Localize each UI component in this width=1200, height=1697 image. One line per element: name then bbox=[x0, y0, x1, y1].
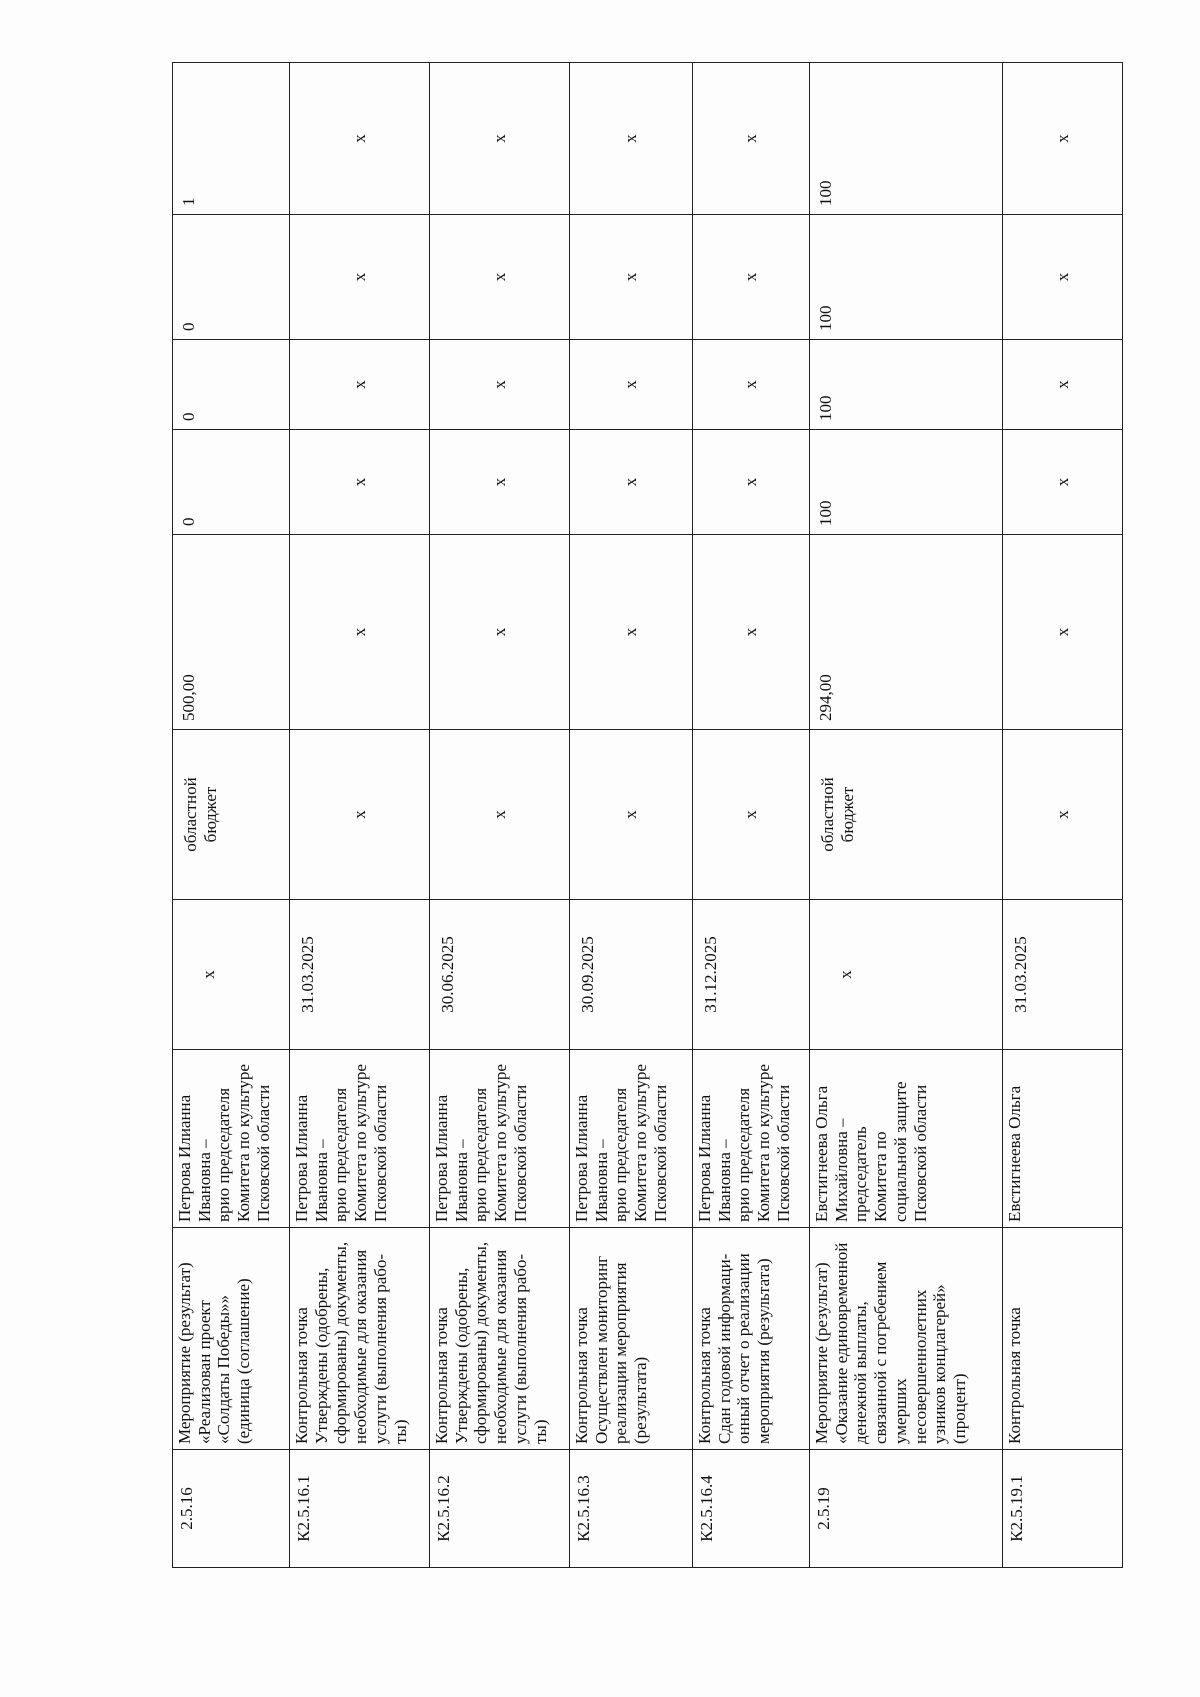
name-line: связанной с погребением bbox=[871, 1261, 891, 1444]
responsible-cell bbox=[430, 1050, 570, 1228]
cell-value: К2.5.19.1 bbox=[1007, 1475, 1026, 1542]
amount-cell bbox=[290, 535, 430, 730]
responsible-line: Комитета по культуре bbox=[491, 1064, 511, 1222]
cell-value: x bbox=[741, 272, 761, 282]
cell-value: x bbox=[741, 380, 761, 389]
funding-source-cell bbox=[1003, 730, 1123, 900]
cell-value: x bbox=[836, 970, 855, 979]
funding-source-line: бюджет bbox=[837, 786, 857, 843]
cell-value: x bbox=[489, 134, 509, 143]
name-line: Мероприятие (результат) bbox=[175, 1262, 194, 1444]
responsible-line: Ивановна – bbox=[591, 1139, 611, 1222]
cell-value: 2.5.19 bbox=[814, 1487, 833, 1530]
name-cell bbox=[173, 1228, 290, 1450]
responsible-line: Петрова Илианна bbox=[572, 1094, 591, 1222]
indicator-value-cell bbox=[290, 430, 430, 535]
indicator-value-cell bbox=[430, 63, 570, 215]
funding-source-line: x bbox=[1052, 810, 1072, 819]
cell-value: 0 bbox=[179, 322, 198, 331]
indicator-value-cell bbox=[430, 430, 570, 535]
responsible-line: Ивановна – bbox=[311, 1139, 331, 1222]
cell-value: x bbox=[1052, 272, 1072, 282]
cell-value: 31.12.2025 bbox=[701, 936, 720, 1013]
amount-cell bbox=[173, 535, 290, 730]
name-line: Контрольная точка bbox=[292, 1307, 311, 1444]
name-line: Мероприятие (результат) bbox=[812, 1262, 831, 1444]
row-number-cell bbox=[570, 1450, 693, 1568]
responsible-cell bbox=[810, 1050, 1003, 1228]
name-line: умерших bbox=[890, 1378, 910, 1444]
cell-value: 31.03.2025 bbox=[298, 936, 317, 1013]
plan-table bbox=[172, 62, 1123, 1568]
cell-value: x bbox=[1052, 380, 1072, 389]
cell-value: x bbox=[349, 134, 369, 143]
responsible-line: Петрова Илианна bbox=[695, 1094, 714, 1222]
responsible-line: Псковской области bbox=[650, 1084, 670, 1222]
indicator-value-cell bbox=[693, 63, 810, 215]
cell-value: x bbox=[621, 477, 641, 487]
cell-value: 2.5.16 bbox=[177, 1487, 196, 1530]
name-line: мероприятия (результата) bbox=[754, 1258, 774, 1444]
responsible-line: Петрова Илианна bbox=[432, 1094, 451, 1222]
responsible-line: врио председателя bbox=[611, 1087, 631, 1222]
indicator-value-cell bbox=[570, 215, 693, 340]
responsible-line: Псковской области bbox=[253, 1084, 273, 1222]
responsible-cell bbox=[173, 1050, 290, 1228]
date-cell bbox=[1003, 900, 1123, 1050]
cell-value: x bbox=[621, 627, 641, 637]
funding-source-cell bbox=[173, 730, 290, 900]
row-number-cell bbox=[173, 1450, 290, 1568]
responsible-line: Петрова Илианна bbox=[292, 1094, 311, 1222]
indicator-value-cell bbox=[570, 340, 693, 430]
cell-value: x bbox=[349, 380, 369, 389]
cell-value: К2.5.16.1 bbox=[294, 1475, 313, 1542]
name-cell bbox=[570, 1228, 693, 1450]
funding-source-line: x bbox=[349, 810, 369, 819]
name-line: Сдан годовой информаци- bbox=[714, 1253, 734, 1444]
responsible-line: Ивановна – bbox=[194, 1139, 214, 1222]
cell-value: 30.06.2025 bbox=[438, 936, 457, 1013]
indicator-value-cell bbox=[810, 340, 1003, 430]
responsible-line: Комитета по культуре bbox=[351, 1064, 371, 1222]
table-body bbox=[173, 63, 1123, 1568]
cell-value: x bbox=[199, 970, 218, 979]
responsible-line: врио председателя bbox=[471, 1087, 491, 1222]
indicator-value-cell bbox=[290, 340, 430, 430]
responsible-line: Евстигнеева Ольга bbox=[812, 1085, 831, 1222]
name-cell bbox=[810, 1228, 1003, 1450]
responsible-line: Ивановна – bbox=[451, 1139, 471, 1222]
indicator-value-cell bbox=[693, 430, 810, 535]
name-line: Контрольная точка bbox=[572, 1307, 591, 1444]
cell-value: 30.09.2025 bbox=[578, 936, 597, 1013]
name-line: (единица (соглашение) bbox=[234, 1278, 254, 1444]
responsible-line: Комитета по культуре bbox=[631, 1064, 651, 1222]
table-row bbox=[430, 63, 570, 1568]
cell-value: x bbox=[621, 380, 641, 389]
indicator-value-cell bbox=[430, 215, 570, 340]
table-row bbox=[1003, 63, 1123, 1568]
name-cell bbox=[430, 1228, 570, 1450]
responsible-cell bbox=[570, 1050, 693, 1228]
cell-value: К2.5.16.3 bbox=[574, 1475, 593, 1542]
name-cell bbox=[693, 1228, 810, 1450]
responsible-line: Псковской области bbox=[510, 1084, 530, 1222]
funding-source-line: x bbox=[489, 810, 509, 819]
cell-value: x bbox=[489, 380, 509, 389]
cell-value: 100 bbox=[816, 305, 835, 331]
cell-value: x bbox=[1052, 134, 1072, 143]
indicator-value-cell bbox=[1003, 63, 1123, 215]
name-line: Контрольная точка bbox=[1005, 1307, 1024, 1444]
name-line: (процент) bbox=[950, 1373, 970, 1444]
responsible-line: Комитета по культуре bbox=[234, 1064, 254, 1222]
name-line: ты) bbox=[530, 1419, 550, 1444]
name-line: необходимые для оказания bbox=[491, 1249, 511, 1444]
table-row bbox=[693, 63, 810, 1568]
responsible-cell bbox=[1003, 1050, 1123, 1228]
name-line: «Оказание единовременной bbox=[831, 1242, 851, 1444]
indicator-value-cell bbox=[290, 63, 430, 215]
cell-value: К2.5.16.4 bbox=[697, 1475, 716, 1542]
cell-value: 100 bbox=[816, 180, 835, 206]
name-line: несовершеннолетних bbox=[910, 1289, 930, 1444]
name-line: сформированы) документы, bbox=[331, 1241, 351, 1444]
date-cell bbox=[430, 900, 570, 1050]
cell-value: 31.03.2025 bbox=[1011, 936, 1030, 1013]
indicator-value-cell bbox=[173, 63, 290, 215]
funding-source-cell bbox=[570, 730, 693, 900]
funding-source-line: областной bbox=[181, 777, 200, 852]
responsible-cell bbox=[693, 1050, 810, 1228]
responsible-line: Псковской области bbox=[773, 1084, 793, 1222]
cell-value: x bbox=[1052, 477, 1072, 487]
cell-value: x bbox=[349, 477, 369, 487]
name-line: Контрольная точка bbox=[432, 1307, 451, 1444]
name-line: Осуществлен мониторинг bbox=[591, 1255, 611, 1444]
name-cell bbox=[1003, 1228, 1123, 1450]
name-line: денежной выплаты, bbox=[851, 1301, 871, 1444]
responsible-cell bbox=[290, 1050, 430, 1228]
date-cell bbox=[693, 900, 810, 1050]
funding-source-cell bbox=[810, 730, 1003, 900]
funding-source-cell bbox=[430, 730, 570, 900]
cell-value: x bbox=[349, 272, 369, 282]
cell-value: x bbox=[489, 627, 509, 637]
cell-value: x bbox=[741, 134, 761, 143]
funding-source-line: областной bbox=[818, 777, 837, 852]
table-row bbox=[290, 63, 430, 1568]
name-line: ты) bbox=[390, 1419, 410, 1444]
table-row bbox=[173, 63, 290, 1568]
responsible-line: врио председателя bbox=[734, 1087, 754, 1222]
rotated-table-container bbox=[172, 63, 1122, 1568]
row-number-cell bbox=[430, 1450, 570, 1568]
cell-value: 0 bbox=[179, 517, 198, 526]
cell-value: 294,00 bbox=[816, 674, 835, 721]
table-row bbox=[570, 63, 693, 1568]
cell-value: x bbox=[741, 477, 761, 487]
indicator-value-cell bbox=[1003, 340, 1123, 430]
cell-value: 1 bbox=[179, 197, 198, 206]
cell-value: 100 bbox=[816, 500, 835, 526]
responsible-line: Михайловна – bbox=[831, 1118, 851, 1222]
cell-value: 0 bbox=[179, 412, 198, 421]
indicator-value-cell bbox=[810, 63, 1003, 215]
name-cell bbox=[290, 1228, 430, 1450]
responsible-line: Псковской области bbox=[370, 1084, 390, 1222]
cell-value: К2.5.16.2 bbox=[434, 1475, 453, 1542]
date-cell bbox=[290, 900, 430, 1050]
date-cell bbox=[173, 900, 290, 1050]
date-cell bbox=[810, 900, 1003, 1050]
name-line: необходимые для оказания bbox=[351, 1249, 371, 1444]
name-line: Утверждены (одобрены, bbox=[311, 1267, 331, 1444]
indicator-value-cell bbox=[693, 340, 810, 430]
name-line: «Солдаты Победы»» bbox=[214, 1294, 234, 1444]
indicator-value-cell bbox=[570, 63, 693, 215]
responsible-line: Псковской области bbox=[910, 1084, 930, 1222]
name-line: узников концлагерей» bbox=[930, 1284, 950, 1444]
indicator-value-cell bbox=[693, 215, 810, 340]
indicator-value-cell bbox=[290, 215, 430, 340]
amount-cell bbox=[430, 535, 570, 730]
responsible-line: Петрова Илианна bbox=[175, 1094, 194, 1222]
name-line: «Реализован проект bbox=[194, 1300, 214, 1444]
responsible-line: врио председателя bbox=[331, 1087, 351, 1222]
row-number-cell bbox=[810, 1450, 1003, 1568]
cell-value: x bbox=[1052, 627, 1072, 637]
responsible-line: Комитета по bbox=[871, 1131, 891, 1222]
indicator-value-cell bbox=[173, 215, 290, 340]
funding-source-cell bbox=[290, 730, 430, 900]
amount-cell bbox=[810, 535, 1003, 730]
name-line: услуги (выполнения рабо- bbox=[370, 1253, 390, 1444]
cell-value: x bbox=[489, 272, 509, 282]
cell-value: x bbox=[741, 627, 761, 637]
indicator-value-cell bbox=[810, 215, 1003, 340]
table-row bbox=[810, 63, 1003, 1568]
indicator-value-cell bbox=[173, 430, 290, 535]
indicator-value-cell bbox=[1003, 430, 1123, 535]
name-line: реализации мероприятия bbox=[611, 1262, 631, 1444]
amount-cell bbox=[570, 535, 693, 730]
funding-source-line: x bbox=[621, 810, 641, 819]
name-line: сформированы) документы, bbox=[471, 1241, 491, 1444]
name-line: услуги (выполнения рабо- bbox=[510, 1253, 530, 1444]
amount-cell bbox=[693, 535, 810, 730]
cell-value: x bbox=[489, 477, 509, 487]
responsible-line: председатель bbox=[851, 1126, 871, 1222]
responsible-line: Комитета по культуре bbox=[754, 1064, 774, 1222]
indicator-value-cell bbox=[173, 340, 290, 430]
row-number-cell bbox=[1003, 1450, 1123, 1568]
cell-value: x bbox=[349, 627, 369, 637]
row-number-cell bbox=[290, 1450, 430, 1568]
responsible-line: Ивановна – bbox=[714, 1139, 734, 1222]
indicator-value-cell bbox=[810, 430, 1003, 535]
indicator-value-cell bbox=[1003, 215, 1123, 340]
name-line: Контрольная точка bbox=[695, 1307, 714, 1444]
name-line: (результата) bbox=[631, 1356, 651, 1444]
indicator-value-cell bbox=[570, 430, 693, 535]
name-line: Утверждены (одобрены, bbox=[451, 1267, 471, 1444]
cell-value: x bbox=[621, 134, 641, 143]
cell-value: x bbox=[621, 272, 641, 282]
responsible-line: Евстигнеева Ольга bbox=[1005, 1085, 1024, 1222]
date-cell bbox=[570, 900, 693, 1050]
cell-value: 100 bbox=[816, 395, 835, 421]
funding-source-line: x bbox=[741, 810, 761, 819]
amount-cell bbox=[1003, 535, 1123, 730]
funding-source-cell bbox=[693, 730, 810, 900]
responsible-line: социальной защите bbox=[890, 1081, 910, 1222]
indicator-value-cell bbox=[430, 340, 570, 430]
name-line: онный отчет о реализации bbox=[734, 1253, 754, 1444]
row-number-cell bbox=[693, 1450, 810, 1568]
funding-source-line: бюджет bbox=[200, 786, 220, 843]
responsible-line: врио председателя bbox=[214, 1087, 234, 1222]
cell-value: 500,00 bbox=[179, 674, 198, 721]
